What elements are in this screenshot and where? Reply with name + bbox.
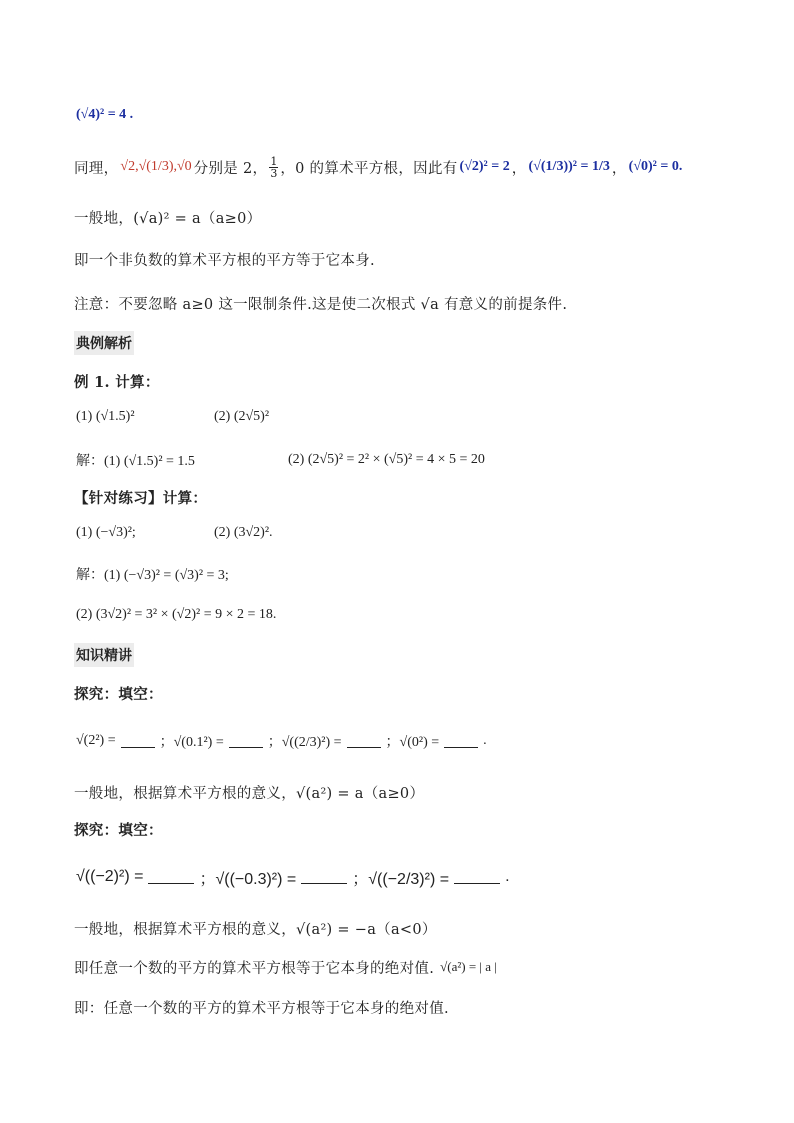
blank-expr-1: √(2²) =	[76, 733, 116, 748]
line-19	[74, 860, 512, 894]
fill-blank2-1[interactable]	[148, 871, 194, 884]
practice-question-2: (2) (3√2)².	[214, 525, 273, 540]
fill-blank-1[interactable]	[121, 735, 155, 748]
practice-answer-2: (2) (3√2)² = 3² × (√2)² = 9 × 2 = 18.	[76, 607, 277, 622]
practice-answer-1: 解：(1) (−√3)² = (√3)² = 3;	[76, 568, 229, 583]
text-prefix: 同理，	[74, 160, 119, 177]
line-8	[74, 400, 271, 434]
fill-blank-2[interactable]	[229, 735, 263, 748]
practice-title: 【针对练习】计算：	[74, 489, 208, 507]
line-10	[74, 480, 207, 514]
text-middle-2: ，0 的算术平方根，因此有	[280, 160, 458, 177]
line-1	[74, 98, 135, 132]
abs-formula: √(a²) = | a |	[440, 959, 497, 974]
line-20	[74, 911, 437, 945]
frac-den: 3	[270, 166, 278, 180]
line-15	[74, 676, 163, 710]
line-13	[74, 598, 278, 632]
blank-expr-4: ；√(0²) =	[385, 735, 440, 750]
text-general: 一般地，(√a)² = a（a≥0）	[74, 210, 262, 227]
math-expression: (√4)² = 4 .	[76, 107, 134, 122]
blank2-expr-2: ；√((−0.3)²) =	[199, 870, 297, 888]
text-general-3: 一般地，根据算术平方根的意义，√(a²) = −a（a<0）	[74, 921, 437, 938]
blank2-expr-3: ；√((−2/3)²) =	[352, 870, 450, 888]
text-general-2: 一般地，根据算术平方根的意义，√(a²) = a（a≥0）	[74, 785, 425, 802]
blank2-expr-1: √((−2)²) =	[76, 868, 144, 885]
example-title: 例 1. 计算：	[74, 373, 160, 391]
line-18	[74, 812, 163, 846]
line-17	[74, 775, 424, 809]
result-1: (√2)² = 2	[459, 159, 510, 174]
blank2-end: .	[505, 868, 510, 885]
fill-blank-4[interactable]	[444, 735, 478, 748]
line-2	[74, 150, 684, 184]
line-21	[74, 950, 497, 984]
line-6	[74, 326, 134, 360]
text-statement: 即一个非负数的算术平方根的平方等于它本身.	[74, 252, 375, 269]
blank-expr-3: ；√((2/3)²) =	[267, 735, 342, 750]
line-9	[74, 443, 487, 477]
math-roots: √2,√(1/3),√0	[120, 159, 192, 174]
line-22	[74, 990, 449, 1024]
line-4	[74, 242, 375, 276]
question-1: (1) (√1.5)²	[76, 409, 135, 424]
result-2: (√(1/3))² = 1/3	[528, 159, 610, 174]
line-11	[74, 516, 275, 550]
explore-title-1: 探究：填空：	[74, 685, 163, 703]
answer-1: 解：(1) (√1.5)² = 1.5	[76, 454, 195, 469]
explore-title-2: 探究：填空：	[74, 821, 163, 839]
result-3: (√0)² = 0.	[628, 159, 683, 174]
answer-2: (2) (2√5)² = 2² × (√5)² = 4 × 5 = 20	[288, 452, 485, 467]
section-heading-knowledge: 知识精讲	[74, 643, 134, 667]
line-3	[74, 200, 261, 234]
text-middle: 分别是 2，	[193, 160, 268, 177]
section-heading-examples: 典例解析	[74, 331, 134, 355]
fill-blank-3[interactable]	[347, 735, 381, 748]
line-7	[74, 364, 160, 398]
fill-blank2-3[interactable]	[454, 871, 500, 884]
line-12	[74, 557, 231, 591]
question-2: (2) (2√5)²	[214, 409, 270, 424]
line-16	[74, 724, 489, 758]
line-5	[74, 286, 567, 320]
text-note: 注意：不要忽略 a≥0 这一限制条件.这是使二次根式 √a 有意义的前提条件.	[74, 296, 568, 313]
line-14	[74, 638, 134, 672]
sep-1: ，	[511, 160, 527, 177]
text-abs-conclusion: 即：任意一个数的平方的算术平方根等于它本身的绝对值.	[74, 1000, 449, 1017]
sep-2: ，	[611, 160, 627, 177]
practice-question-1: (1) (−√3)²;	[76, 525, 136, 540]
fraction-one-third	[269, 156, 278, 179]
blank-expr-2: ；√(0.1²) =	[159, 735, 224, 750]
text-abs-statement: 即任意一个数的平方的算术平方根等于它本身的绝对值.	[74, 960, 435, 977]
frac-num: 1	[270, 154, 278, 168]
blank-end: .	[483, 733, 487, 748]
fill-blank2-2[interactable]	[301, 871, 347, 884]
